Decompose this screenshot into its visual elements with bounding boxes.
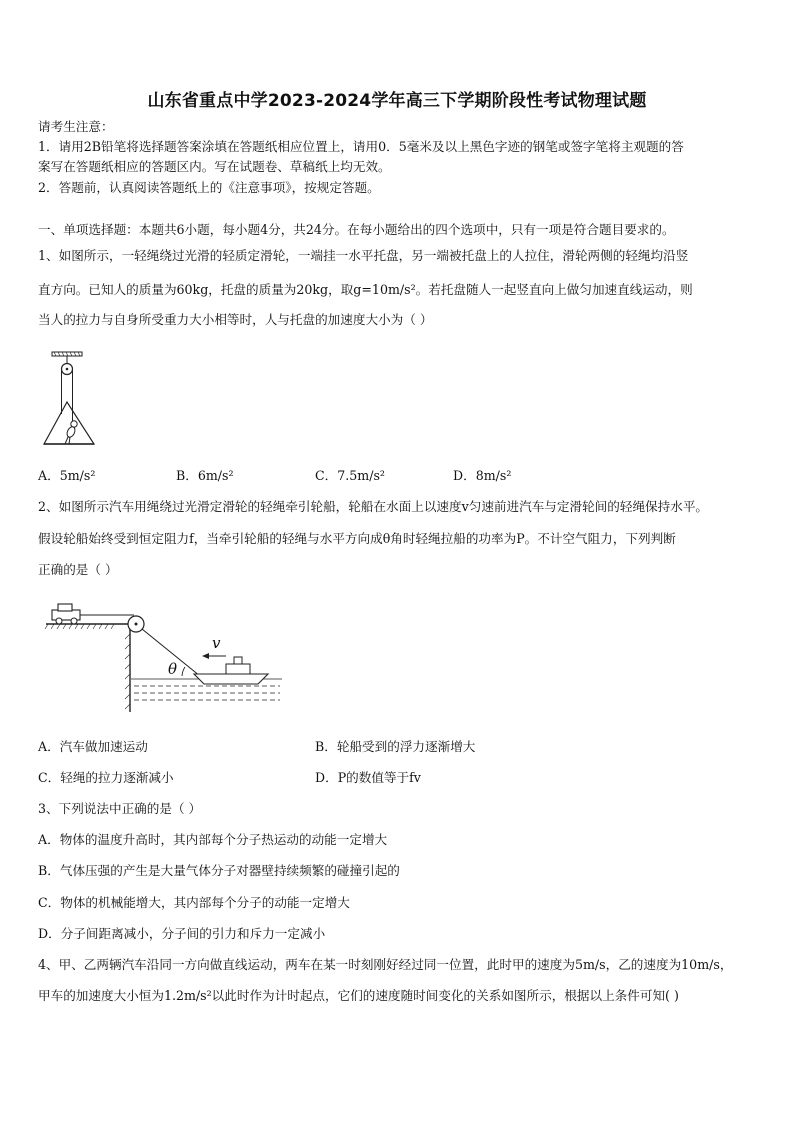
velocity-label: v <box>212 634 221 652</box>
q2-option-d[interactable]: D．P的数值等于fv <box>315 770 421 785</box>
q4-stem-line-2: 甲车的加速度大小恒为1.2m/s²以此时作为计时起点，它们的速度随时间变化的关系如图所示，根据以上条件可知( ) <box>38 988 679 1003</box>
q1-stem-line-3: 当人的拉力与自身所受重力大小相等时，人与托盘的加速度大小为（ ） <box>38 312 433 327</box>
q2-stem-line-1: 2、如图所示汽车用绳绕过光滑定滑轮的轻绳牵引轮船，轮船在水面上以速度v匀速前进汽车与定滑轮间的轻绳保持水平。 <box>38 499 709 514</box>
q2-boat-figure <box>44 600 284 718</box>
person-icon <box>65 421 77 444</box>
q3-option-d[interactable]: D．分子间距离减小，分子间的引力和斥力一定减小 <box>38 926 326 941</box>
q4-stem-line-1: 4、甲、乙两辆汽车沿同一方向做直线运动，两车在某一时刻刚好经过同一位置，此时甲的速度为5m/s，乙的速度为10m/s， <box>38 957 733 972</box>
angle-arc <box>182 667 185 676</box>
ceiling-mount <box>52 352 82 364</box>
page-title: 山东省重点中学2023-2024学年高三下学期阶段性考试物理试题 <box>147 91 647 111</box>
car-icon <box>52 604 80 624</box>
notice-heading: 请考生注意： <box>38 119 114 134</box>
q2-option-b[interactable]: B．轮船受到的浮力逐渐增大 <box>315 739 476 754</box>
section-1-heading: 一、单项选择题：本题共6小题，每小题4分，共24分。在每小题给出的四个选项中，只有一项是符合题目要求的。 <box>38 222 675 237</box>
q1-pulley-figure <box>36 348 106 448</box>
q1-option-c[interactable]: C．7.5m/s² <box>315 468 385 483</box>
q1-option-b[interactable]: B．6m/s² <box>176 468 234 483</box>
tray-frame <box>44 402 94 444</box>
notice-item-1-line-1: 1．请用2B铅笔将选择题答案涂填在答题纸相应位置上，请用0．5毫米及以上黑色字迹的钢笔或签字笔将主观题的答 <box>38 139 684 154</box>
q1-stem-line-2: 直方向。已知人的质量为60kg，托盘的质量为20kg，取g=10m/s²。若托盘随人一起竖直向上做匀加速直线运动，则 <box>38 282 693 297</box>
q1-stem-line-1: 1、如图所示，一轻绳绕过光滑的轻质定滑轮，一端挂一水平托盘，另一端被托盘上的人拉住，滑轮两侧的轻绳均沿竖 <box>38 248 689 263</box>
q3-option-b[interactable]: B．气体压强的产生是大量气体分子对器壁持续频繁的碰撞引起的 <box>38 863 400 878</box>
q2-option-a[interactable]: A．汽车做加速运动 <box>38 739 148 754</box>
notice-item-2: 2．答题前，认真阅读答题纸上的《注意事项》，按规定答题。 <box>38 180 380 195</box>
boat-icon <box>194 657 268 684</box>
q2-stem-line-2: 假设轮船始终受到恒定阻力f，当牵引轮船的轻绳与水平方向成θ角时轻绳拉船的功率为P。不计空气阻力，下列判断 <box>38 531 676 546</box>
notice-item-1-line-2: 案写在答题纸相应的答题区内。写在试题卷、草稿纸上均无效。 <box>38 159 391 174</box>
angle-label: θ <box>168 660 178 678</box>
q1-option-d[interactable]: D．8m/s² <box>453 468 512 483</box>
q3-option-a[interactable]: A．物体的温度升高时，其内部每个分子热运动的动能一定增大 <box>38 832 388 847</box>
q1-option-a[interactable]: A．5m/s² <box>38 468 96 483</box>
q3-option-c[interactable]: C．物体的机械能增大，其内部每个分子的动能一定增大 <box>38 895 350 910</box>
q2-stem-line-3: 正确的是（ ） <box>38 562 118 577</box>
q2-option-c[interactable]: C．轻绳的拉力逐渐减小 <box>38 770 174 785</box>
q3-stem: 3、下列说法中正确的是（ ） <box>38 801 202 816</box>
